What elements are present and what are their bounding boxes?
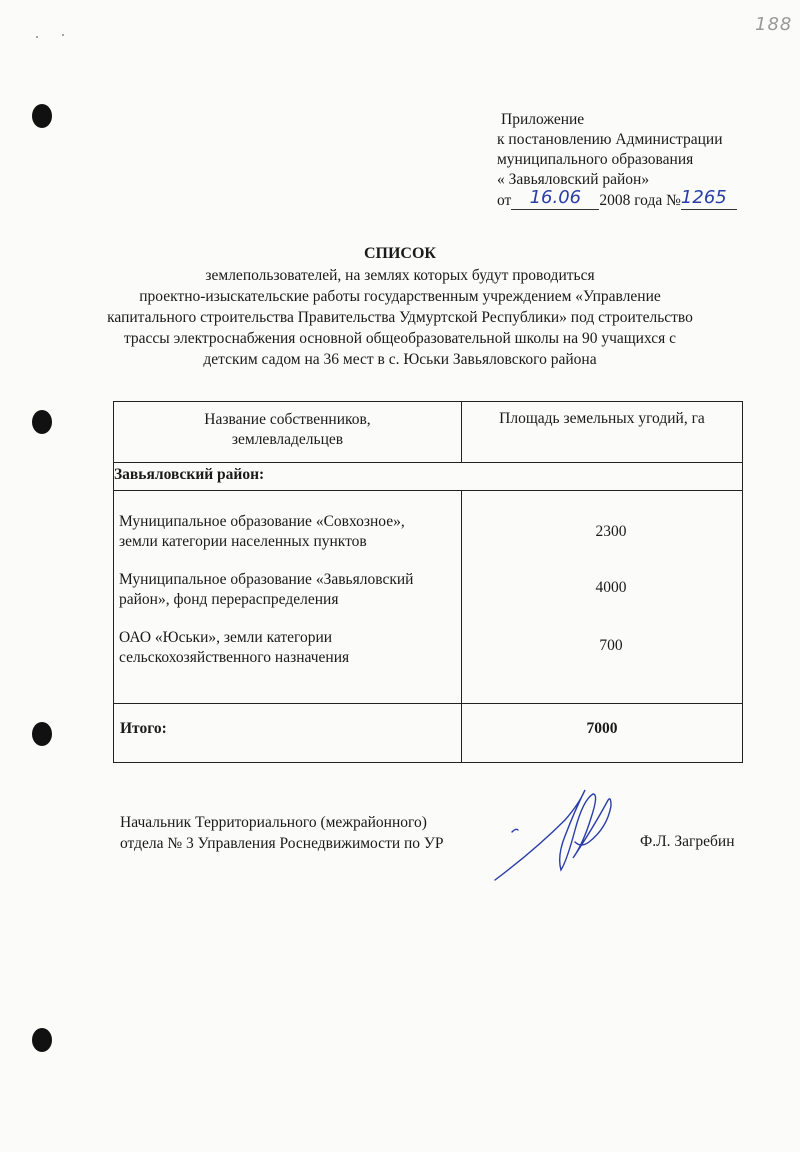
header-area: Площадь земельных угодий, га: [462, 402, 743, 463]
handwritten-number: 1265: [680, 187, 727, 208]
appendix-line: к постановлению Администрации: [497, 131, 723, 148]
owner-line: сельскохозяйственного назначения: [119, 649, 350, 666]
subtitle-line: проектно-изыскательские работы государственным учреждением «Управление: [139, 288, 661, 305]
district-row: [114, 463, 743, 491]
appendix-block: [497, 110, 737, 212]
subtitle-line: детским садом на 36 мест в с. Юськи Завьяловского района: [203, 351, 597, 368]
table-row-owner: [119, 512, 459, 552]
subtitle-line: землепользователей, на землях которых будут проводиться: [205, 267, 595, 284]
appendix-line: муниципального образования: [497, 151, 694, 168]
scan-speck: [62, 34, 64, 36]
total-row: [114, 704, 743, 763]
total-label: Итого:: [120, 720, 167, 737]
binder-hole-4: [32, 1028, 52, 1052]
position-line: Начальник Территориального (межрайонного): [120, 814, 427, 831]
binder-hole-2: [32, 410, 52, 434]
header-owner: [114, 402, 462, 463]
date-field: [511, 188, 599, 210]
binder-hole-1: [32, 104, 52, 128]
handwritten-date: 16.06: [529, 187, 582, 208]
page-number: 188: [755, 14, 793, 35]
subtitle-line: трассы электроснабжения основной общеобразовательной школы на 90 учащихся с: [123, 330, 677, 347]
scan-speck: [36, 36, 38, 38]
date-prefix: от: [497, 192, 512, 209]
header-owner-line: Название собственников,: [204, 411, 371, 428]
owner-line: земли категории населенных пунктов: [119, 533, 367, 550]
table-row-area: 4000: [595, 579, 627, 596]
owner-line: Муниципальное образование «Совхозное»,: [119, 513, 405, 530]
table-row-owner: [119, 570, 459, 610]
appendix-date-line: [497, 187, 737, 212]
document-subtitle: [100, 265, 700, 370]
subtitle-line: капитального строительства Правительства Удмуртской Республики» под строительство: [107, 309, 693, 326]
district-cell: [114, 463, 743, 491]
appendix-line: « Завьяловский район»: [497, 171, 650, 188]
table-header-row: [114, 402, 743, 463]
owner-line: ОАО «Юськи», земли категории: [119, 629, 333, 646]
number-field: [681, 188, 737, 210]
binder-hole-3: [32, 722, 52, 746]
signatory-name: Ф.Л. Загребин: [640, 833, 735, 850]
table-row-owner: [119, 628, 459, 668]
total-label-cell: [114, 704, 462, 763]
handwritten-signature: [490, 780, 640, 890]
header-owner-line: землевладельцев: [231, 431, 344, 448]
total-value-cell: [462, 704, 743, 763]
table-row-area: 700: [599, 637, 623, 654]
signatory-position: [120, 812, 444, 854]
table-row-area: 2300: [595, 523, 627, 540]
district-label: Завьяловский район:: [114, 466, 265, 483]
date-suffix: 2008 года №: [599, 192, 681, 209]
document-title: СПИСОК: [363, 245, 437, 262]
appendix-line: Приложение: [501, 111, 585, 128]
total-value: 7000: [586, 720, 618, 737]
position-line: отдела № 3 Управления Роснедвижимости по УР: [120, 835, 444, 852]
owner-line: район», фонд перераспределения: [119, 591, 339, 608]
owner-line: Муниципальное образование «Завьяловский: [119, 571, 414, 588]
